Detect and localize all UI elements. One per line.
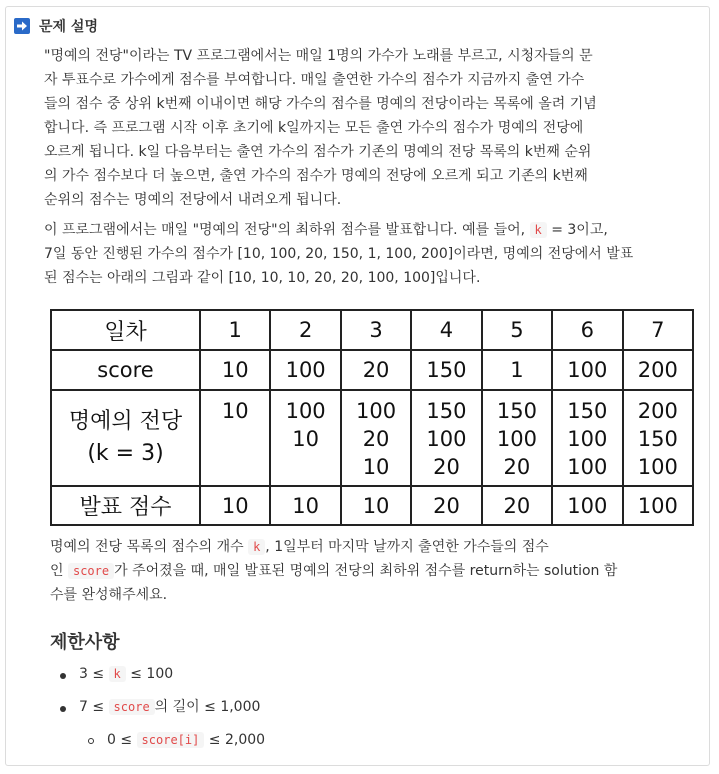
table-cell: 200 150 100 bbox=[623, 390, 693, 486]
table-cell: 100 bbox=[552, 350, 622, 390]
inline-code-score: score bbox=[68, 563, 114, 579]
table-cell: 20 bbox=[411, 486, 481, 525]
table-cell: 150 100 20 bbox=[482, 390, 552, 486]
table-cell: 발표 점수 bbox=[51, 486, 200, 525]
arrow-right-icon bbox=[14, 18, 30, 34]
problem-title: 문제 설명 bbox=[39, 19, 98, 35]
table-cell: 2 bbox=[270, 310, 340, 350]
table-cell: 200 bbox=[623, 350, 693, 390]
problem-description bbox=[44, 44, 694, 290]
table-cell: 10 bbox=[200, 390, 270, 486]
bullet-icon bbox=[60, 706, 66, 712]
description-paragraph: "명예의 전당"이라는 TV 프로그램에서는 매일 1명의 가수가 노래를 부르고, 시청자들의 문 자 투표수로 가수에게 점수를 부여합니다. 매일 출연한 가수의 점수가 지금까지 출연 가수 들의 점수 중 상위 k번째 이내이면 해당 가수의 점수를 명예의 전당이라는 목록에 올려 기념 합니다. 즉 프로그램 시작 이후 초기에 k일까지는 모든 출연 가수의 점수가 명예의 전당에 오르게 됩니다. k일 다음부터는 출연 가수의 점수가 기존의 명예의 전당 목록의 k번째 순위 의 가수 점수보다 더 높으면, 출연 가수의 점수가 명예의 전당에 오르게 되고 기존의 k번째 순위의 점수는 명예의 전당에서 내려오게 됩니다. bbox=[44, 48, 597, 208]
table-cell: 10 bbox=[341, 486, 411, 525]
task-paragraph: 명예의 전당 목록의 점수의 개수 k , 1일부터 마지막 날까지 출연한 가수들의 점수 인 score 가 주어졌을 때, 매일 발표된 명예의 전당의 최하위 점수를 return하는 solution 함 수를 완성해주세요. bbox=[50, 539, 618, 603]
table-cell: score bbox=[51, 350, 200, 390]
inline-code: k bbox=[109, 666, 126, 682]
table-row-score bbox=[51, 350, 693, 390]
table-row-announce bbox=[51, 486, 693, 525]
table-cell: 7 bbox=[623, 310, 693, 350]
table-cell: 3 bbox=[341, 310, 411, 350]
circle-bullet-icon bbox=[88, 738, 94, 744]
table-row-hall bbox=[51, 390, 693, 486]
table-cell: 1 bbox=[482, 350, 552, 390]
inline-code: score[i] bbox=[137, 732, 205, 748]
table-cell: 150 bbox=[411, 350, 481, 390]
table-cell: 10 bbox=[270, 486, 340, 525]
table-cell: 100 bbox=[552, 486, 622, 525]
table-cell: 10 bbox=[200, 486, 270, 525]
table-cell: 100 bbox=[270, 350, 340, 390]
table-cell: 5 bbox=[482, 310, 552, 350]
table-cell: 100 bbox=[623, 486, 693, 525]
table-cell: 10 bbox=[200, 350, 270, 390]
table-cell: 100 10 bbox=[270, 390, 340, 486]
constraints-title: 제한사항 bbox=[50, 632, 120, 653]
table-cell: 150 100 100 bbox=[552, 390, 622, 486]
table-cell: 4 bbox=[411, 310, 481, 350]
table-cell: 6 bbox=[552, 310, 622, 350]
table-cell: 100 20 10 bbox=[341, 390, 411, 486]
bullet-icon bbox=[60, 673, 66, 679]
table-cell: 명예의 전당 (k = 3) bbox=[51, 390, 200, 486]
table-row-days bbox=[51, 310, 693, 350]
inline-code: score bbox=[109, 699, 155, 715]
example-figure-table bbox=[50, 309, 694, 526]
table-cell: 일차 bbox=[51, 310, 200, 350]
table-cell: 20 bbox=[482, 486, 552, 525]
table-cell: 20 bbox=[341, 350, 411, 390]
table-cell: 150 100 20 bbox=[411, 390, 481, 486]
inline-code-k: k bbox=[530, 222, 547, 238]
table-cell: 1 bbox=[200, 310, 270, 350]
example-paragraph: 이 프로그램에서는 매일 "명예의 전당"의 최하위 점수를 발표합니다. 예를 들어, k = 3이고, 7일 동안 진행된 가수의 점수가 [10, 100, 20, 150, 1, 100, 200]이라면, 명예의 전당에서 발표 된 점수는 아래의 그림과 같이 [10, 10, 10, 20, 20, 100, 100]입니다. bbox=[44, 222, 634, 286]
inline-code-k: k bbox=[248, 539, 265, 555]
problem-header bbox=[14, 16, 98, 36]
